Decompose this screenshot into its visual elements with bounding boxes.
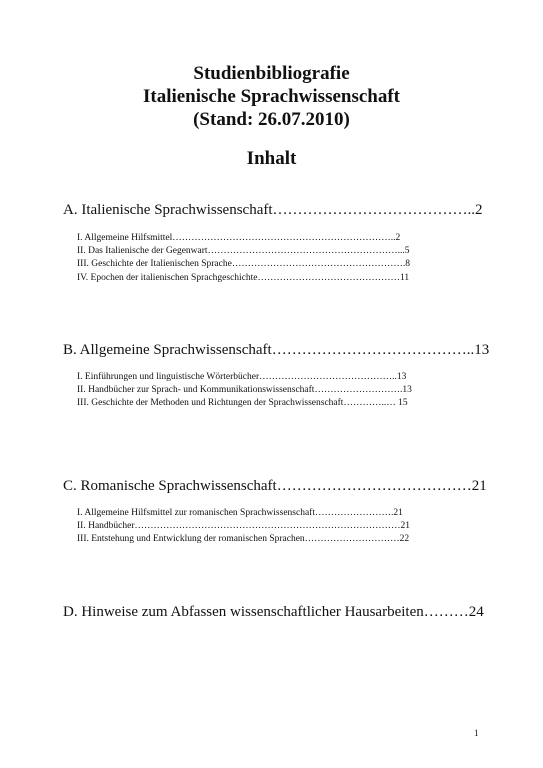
toc-item-b2: II. Handbücher zur Sprach- und Kommunikationswissenschaft……………………….13 (77, 385, 412, 396)
toc-item-c3: III. Entstehung und Entwicklung der romanischen Sprachen…………………………22 (77, 534, 410, 545)
toc-item-c2: II. Handbücher…………………………………………………………………………21 (77, 521, 411, 532)
page-number: 1 (474, 728, 479, 738)
title-line-2: Italienische Sprachwissenschaft (142, 86, 401, 107)
toc-item-a3: III. Geschichte der Italienischen Sprache……………………………………………….8 (77, 259, 410, 270)
document-title (0, 62, 543, 131)
toc-section-c-items (77, 507, 410, 547)
title-line-3: (Stand: 26.07.2010) (193, 109, 350, 130)
toc-section-d: D. Hinweise zum Abfassen wissenschaftlicher Hausarbeiten………24 (63, 604, 484, 620)
title-line-1: Studienbibliografie (193, 63, 350, 84)
toc-section-b-items (77, 371, 412, 411)
toc-section-b: B. Allgemeine Sprachwissenschaft…………………………………..13 (63, 342, 490, 358)
toc-item-b1: I. Einführungen und linguistische Wörterbücher……………………………………..13 (77, 372, 407, 382)
toc-item-a2: II. Das Italienische der Gegenwart……………………………………………………...5 (77, 246, 410, 257)
toc-item-c1: I. Allgemeine Hilfsmittel zur romanischen Sprachwissenschaft…………………….21 (77, 508, 403, 518)
toc-item-b3: III. Geschichte der Methoden und Richtungen der Sprachwissenschaft…………..… 15 (77, 398, 408, 409)
toc-item-a1: I. Allgemeine Hilfsmittel……………………………………………………………..2 (77, 233, 401, 243)
toc-section-a-items (77, 232, 410, 285)
toc-section-c: C. Romanische Sprachwissenschaft…………………………………21 (63, 478, 487, 494)
toc-section-a: A. Italienische Sprachwissenschaft…………………………………..2 (63, 202, 483, 218)
toc-heading: Inhalt (246, 148, 297, 169)
toc-item-a4: IV. Epochen der italienischen Sprachgeschichte………………………………………11 (77, 272, 410, 283)
